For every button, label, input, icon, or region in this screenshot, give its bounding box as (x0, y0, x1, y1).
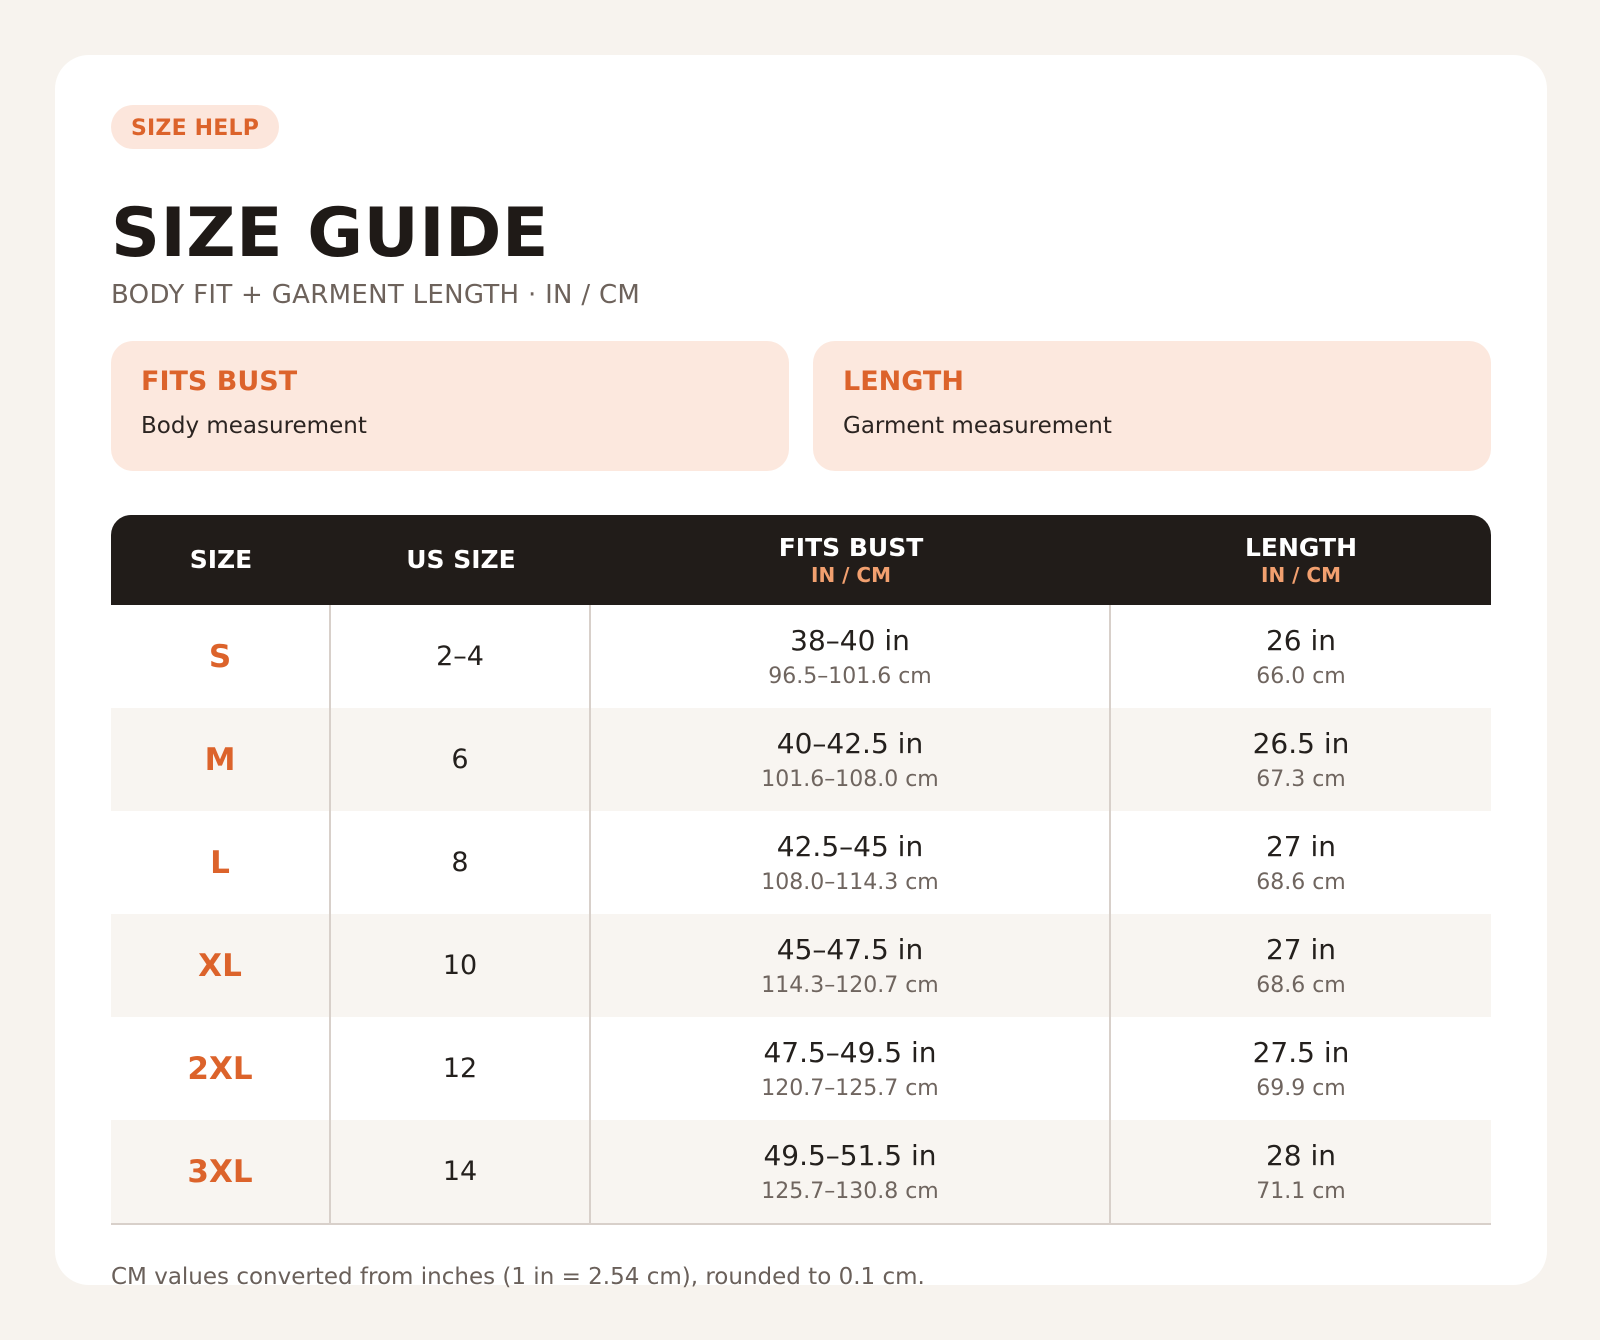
size-label: L (210, 844, 230, 881)
fits-bust-info-title: FITS BUST (141, 366, 298, 397)
length-column-header (1111, 515, 1491, 605)
length-cell (1111, 1120, 1491, 1223)
bust-inches-value: 42.5–45 in (776, 829, 924, 863)
us-size-cell (331, 811, 591, 914)
length-cell (1111, 914, 1491, 1017)
length-inches-value: 27 in (1265, 829, 1337, 863)
length-inches-value: 27.5 in (1252, 1035, 1350, 1069)
size-label: M (204, 741, 236, 778)
length-info-description: Garment measurement (843, 413, 1112, 439)
length-header-unit: IN / CM (1261, 563, 1341, 587)
length-cell (1111, 605, 1491, 708)
bust-inches-value: 45–47.5 in (776, 932, 924, 966)
us-size-cell (331, 1017, 591, 1120)
length-inches-value: 28 in (1265, 1138, 1337, 1172)
table-row (111, 811, 1491, 914)
bust-inches-value: 40–42.5 in (776, 726, 924, 760)
us-size-value: 6 (451, 744, 469, 775)
size-help-tag: SIZE HELP (111, 105, 279, 149)
us-size-cell (331, 708, 591, 811)
size-column-header (111, 515, 331, 605)
fits-bust-info-card (111, 341, 789, 471)
fits-bust-info-description: Body measurement (141, 413, 367, 439)
fits-bust-cell (591, 811, 1111, 914)
fits-bust-cell (591, 1120, 1111, 1223)
us-size-value: 8 (451, 847, 469, 878)
bust-centimeters-value: 120.7–125.7 cm (761, 1075, 939, 1101)
fits-bust-column-header (591, 515, 1111, 605)
length-centimeters-value: 71.1 cm (1256, 1178, 1346, 1204)
size-label: S (208, 638, 232, 675)
page-title: SIZE GUIDE (111, 194, 549, 273)
length-centimeters-value: 67.3 cm (1256, 766, 1346, 792)
fits-bust-cell (591, 914, 1111, 1017)
table-header (111, 515, 1491, 605)
size-label: 2XL (187, 1050, 253, 1087)
us-size-value: 10 (442, 950, 478, 981)
bust-inches-value: 47.5–49.5 in (763, 1035, 937, 1069)
length-centimeters-value: 66.0 cm (1256, 663, 1346, 689)
us-size-value: 2–4 (436, 641, 484, 672)
us-size-header-label: US SIZE (406, 545, 516, 574)
length-inches-value: 26 in (1265, 623, 1337, 657)
bust-centimeters-value: 114.3–120.7 cm (761, 972, 939, 998)
fits-bust-header-label: FITS BUST (778, 533, 924, 562)
bust-inches-value: 38–40 in (790, 623, 910, 657)
fits-bust-header-unit: IN / CM (811, 563, 891, 587)
bust-inches-value: 49.5–51.5 in (763, 1138, 937, 1172)
size-label: 3XL (187, 1153, 253, 1190)
size-guide-card (55, 55, 1547, 1290)
size-cell (111, 1017, 331, 1120)
length-inches-value: 27 in (1265, 932, 1337, 966)
table-row (111, 914, 1491, 1017)
length-inches-value: 26.5 in (1252, 726, 1350, 760)
fits-bust-cell (591, 1017, 1111, 1120)
length-cell (1111, 811, 1491, 914)
fits-bust-cell (591, 708, 1111, 811)
bust-centimeters-value: 101.6–108.0 cm (761, 766, 939, 792)
bust-centimeters-value: 108.0–114.3 cm (761, 869, 939, 895)
size-cell (111, 914, 331, 1017)
table-row (111, 708, 1491, 811)
size-header-label: SIZE (189, 545, 253, 574)
us-size-cell (331, 1120, 591, 1223)
us-size-value: 14 (442, 1156, 478, 1187)
length-info-title: LENGTH (843, 366, 964, 397)
size-label: XL (198, 947, 242, 984)
size-cell (111, 708, 331, 811)
size-cell (111, 605, 331, 708)
size-table (111, 515, 1491, 1225)
table-row (111, 605, 1491, 708)
us-size-cell (331, 605, 591, 708)
size-guide-content (111, 105, 1491, 1291)
us-size-column-header (331, 515, 591, 605)
length-centimeters-value: 68.6 cm (1256, 972, 1346, 998)
measurement-info-row (111, 341, 1491, 471)
page-subtitle: BODY FIT + GARMENT LENGTH · IN / CM (111, 280, 641, 310)
bust-centimeters-value: 96.5–101.6 cm (768, 663, 932, 689)
us-size-value: 12 (442, 1053, 478, 1084)
length-centimeters-value: 69.9 cm (1256, 1075, 1346, 1101)
length-info-card (813, 341, 1491, 471)
length-centimeters-value: 68.6 cm (1256, 869, 1346, 895)
length-header-label: LENGTH (1245, 533, 1357, 562)
table-row (111, 1017, 1491, 1120)
size-cell (111, 1120, 331, 1223)
table-row (111, 1120, 1491, 1223)
conversion-note: CM values converted from inches (1 in = 2.54 cm), rounded to 0.1 cm. (111, 1264, 925, 1290)
length-cell (1111, 708, 1491, 811)
fits-bust-cell (591, 605, 1111, 708)
size-cell (111, 811, 331, 914)
length-cell (1111, 1017, 1491, 1120)
us-size-cell (331, 914, 591, 1017)
bust-centimeters-value: 125.7–130.8 cm (761, 1178, 939, 1204)
